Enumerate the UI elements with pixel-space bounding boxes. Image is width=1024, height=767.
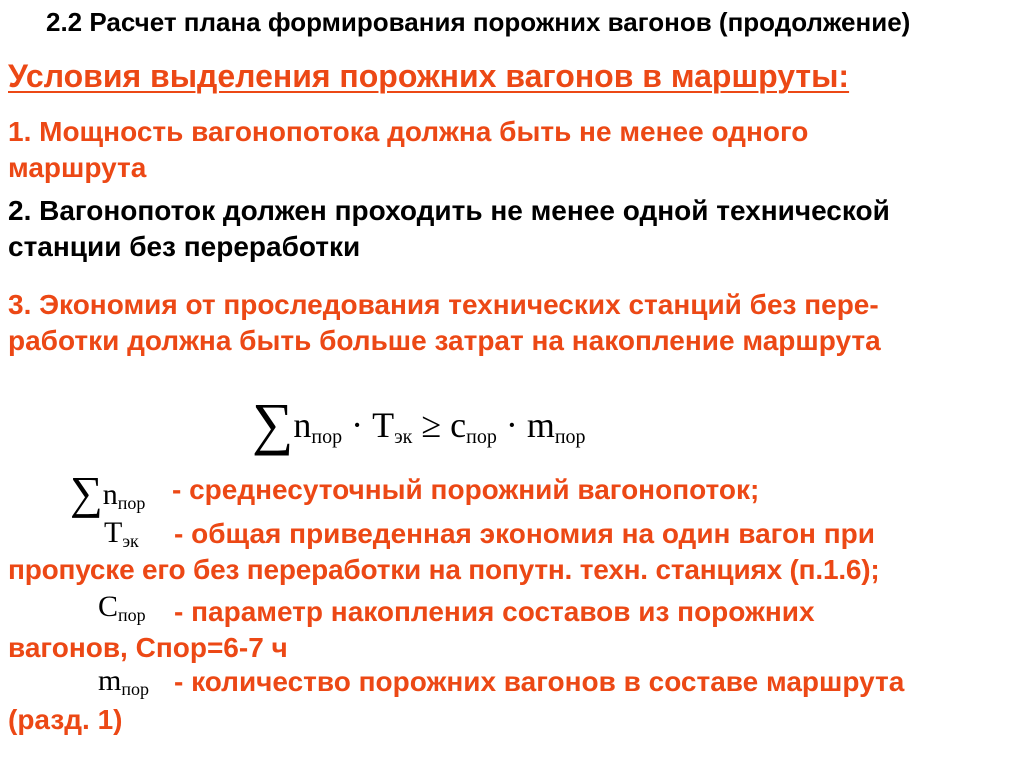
condition-2-line-1: 2. Вагонопоток должен проходить не менее одной технической [8,195,890,226]
formula-ge: ≥ [412,405,451,445]
condition-3 [8,287,881,359]
formula-c: c [450,405,467,445]
formula-dot-1: · [342,405,373,445]
def-1-sub: пор [117,493,146,513]
formula-n-sub: пор [311,426,343,448]
def-3-symbol [98,590,146,626]
def-4-m: m [98,664,122,697]
def-3-text-line-1: - параметр накопления составов из порожних [174,596,815,627]
def-2-t: T [104,516,123,549]
condition-1-line-1: 1. Мощность вагонопотока должна быть не менее одного [8,116,809,147]
formula-t-sub: эк [394,426,413,448]
condition-1-line-2: маршрута [8,152,147,183]
def-2-sub: эк [122,531,139,551]
slide-title: 2.2 Расчет плана формирования порожних вагонов (продолжение) [46,7,911,37]
conditions-heading: Условия выделения порожних вагонов в маршруты: [8,58,850,94]
def-2-text-line-2: пропуске его без переработки на попутн. техн. станциях (п.1.6); [8,554,880,585]
def-1-text: - среднесуточный порожний вагонопоток; [172,474,760,505]
def-4-symbol [98,664,149,700]
formula-m-sub: пор [554,426,586,448]
formula-m: m [526,405,555,445]
def-4-text-line-2: (разд. 1) [8,704,123,735]
def-3-c: C [98,590,119,623]
condition-3-line-1: 3. Экономия от проследования технических станций без пере- [8,289,879,320]
condition-3-line-2: работки должна быть больше затрат на накопление маршрута [8,325,881,356]
sum-symbol: ∑ [252,391,294,456]
formula-t: T [372,405,395,445]
def-3-sub: пор [118,605,146,625]
condition-2-line-2: станции без переработки [8,231,361,262]
condition-1 [8,114,808,186]
def-1-n: n [102,478,118,511]
formula-n: n [293,405,312,445]
def-2-text-line-1: - общая приведенная экономия на один вагон при [174,518,875,549]
formula-c-sub: пор [466,426,497,448]
condition-2 [8,193,890,265]
def-3-text-line-2: вагонов, Спор=6-7 ч [8,632,288,663]
def-1-symbol [70,462,146,518]
def-4-text-line-1: - количество порожних вагонов в составе маршрута [174,666,905,697]
def-2-symbol [104,516,139,552]
def-4-sub: пор [121,679,149,699]
def-1-sum-symbol: ∑ [70,467,103,518]
main-formula [252,384,586,456]
formula-dot-2: · [496,405,527,445]
